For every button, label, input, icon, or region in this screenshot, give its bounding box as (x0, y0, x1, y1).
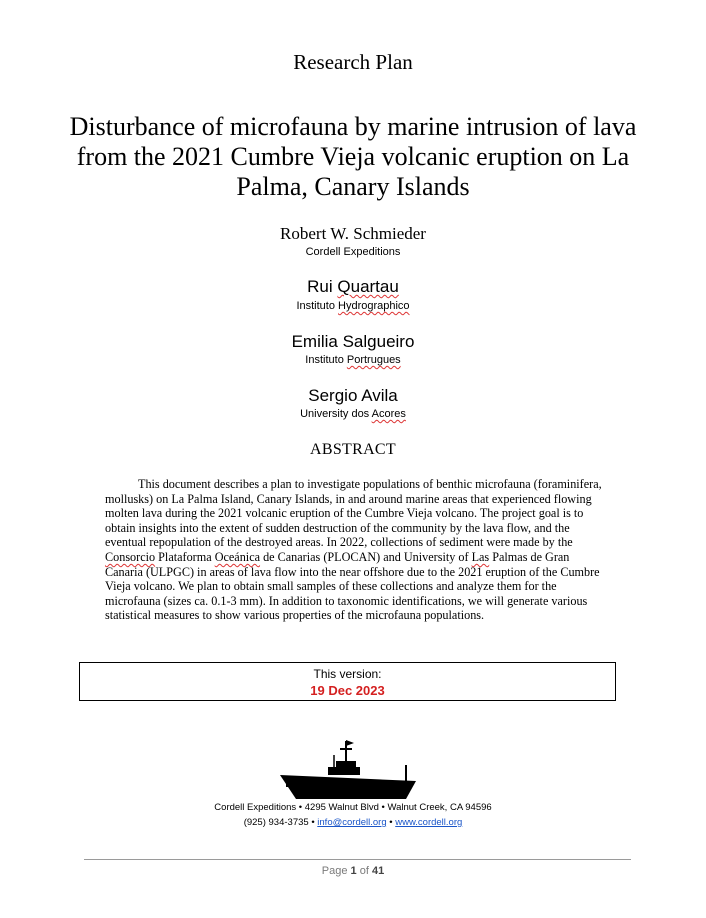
footer-divider (84, 859, 631, 860)
contact-org: Cordell Expeditions (214, 802, 297, 813)
author-affiliation-text: University dos Acores (300, 408, 406, 420)
contact-street: 4295 Walnut Blvd (304, 802, 379, 813)
abstract-paragraph: This document describes a plan to investigate populations of benthic microfauna (foraminifera, mollusks) on La Palma Island, Canary Islands, in and around marine areas that experienced flowing molten lava during the 2021 volcanic eruption of the Cumbre Vieja volcano. The project goal is to obtain insights into the extent of sudden destruction of the community by the lava flow, and the eventual repopulation of the destroyed areas. In 2022, collections of sediment were made by the Consorcio Plataforma Oceánica de Canarias (PLOCAN) and University of Las Palmas de Gran Canaria (ULPGC) in areas of lava flow into the near offshore due to the 2021 eruption of the Cumbre Vieja volcano. We plan to obtain small samples of these collections and analyze them for the microfauna (sizes ca. 0.1-3 mm). In addition to taxonomic identifications, we will generate various statistical measures to show various properties of the microfauna populations. (105, 477, 602, 623)
website-link[interactable]: www.cordell.org (395, 817, 463, 828)
author-name-text: Rui Quartau (307, 277, 399, 296)
version-date: 19 Dec 2023 (310, 683, 385, 698)
separator-dot: • (389, 817, 393, 828)
email-link[interactable]: info@cordell.org (317, 817, 387, 828)
version-box (79, 662, 616, 701)
page-word: Page (321, 865, 348, 877)
separator-dot: • (298, 802, 303, 813)
ship-icon (278, 737, 418, 801)
of-word: of (359, 865, 369, 877)
contact-city: Walnut Creek, CA 94596 (387, 802, 492, 813)
contact-phone: (925) 934-3735 (243, 817, 309, 828)
author-name: Sergio Avila (308, 386, 398, 405)
total-pages: 41 (371, 865, 385, 877)
abstract-body (105, 477, 610, 623)
author-name: Emilia Salgueiro (291, 332, 415, 351)
version-label: This version: (313, 667, 382, 681)
abstract-heading: ABSTRACT (310, 441, 396, 458)
author-name: Robert W. Schmieder (280, 224, 426, 243)
contact-line (0, 817, 706, 828)
separator-dot: • (311, 817, 315, 828)
page-title: Disturbance of microfauna by marine intrusion of lava from the 2021 Cumbre Vieja volcanic eruption on La Palma, Canary Islands (69, 112, 637, 201)
separator-dot: • (381, 802, 385, 813)
current-page: 1 (350, 865, 357, 877)
author-affiliation (0, 354, 706, 366)
document-kind: Research Plan (293, 50, 413, 74)
author-affiliation-text: Instituto Hydrographico (296, 300, 410, 312)
author-affiliation (0, 408, 706, 420)
contact-address (0, 802, 706, 813)
author-affiliation (0, 300, 706, 312)
author-affiliation-text: Instituto Portrugues (305, 354, 401, 366)
author-name (0, 277, 706, 297)
page-number (0, 865, 706, 877)
author-affiliation: Cordell Expeditions (305, 246, 401, 258)
